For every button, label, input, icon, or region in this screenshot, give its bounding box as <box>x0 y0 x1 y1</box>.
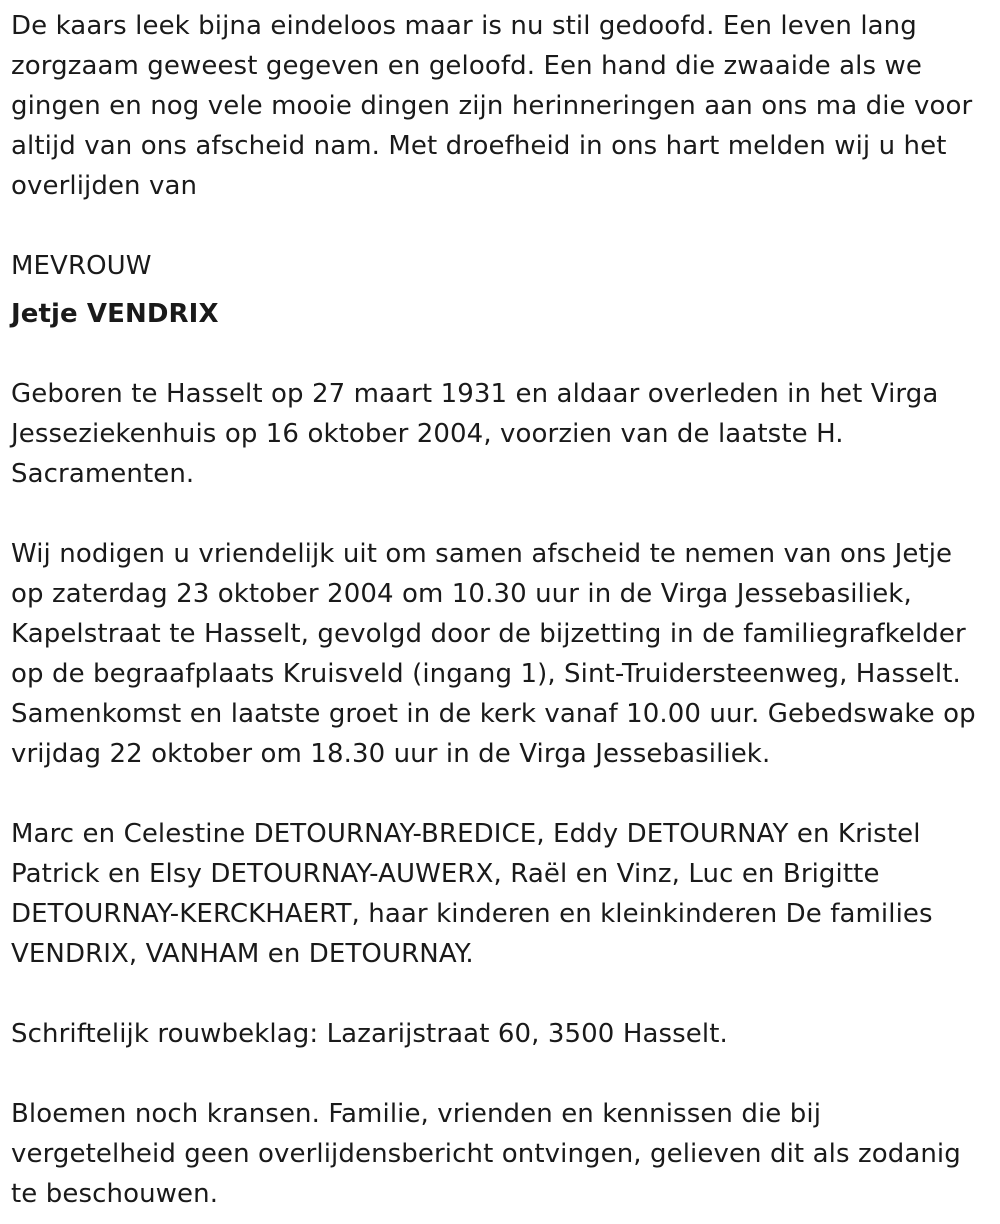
spacer <box>11 1054 991 1094</box>
family-paragraph: Marc en Celestine DETOURNAY-BREDICE, Eddy DETOURNAY en Kristel Patrick en Elsy DETOURNAY-AUWERX, Raël en Vinz, Luc en Brigitte DETOURNAY-KERCKHAERT, haar kinderen en kleinkinderen De families VENDRIX, VANHAM en DETOURNAY. <box>11 819 933 969</box>
birth-death-paragraph: Geboren te Hasselt op 27 maart 1931 en aldaar overleden in het Virga Jesseziekenhuis op 16 oktober 2004, voorzien van de laatste H. Sacramenten. <box>11 379 939 489</box>
invitation-paragraph: Wij nodigen u vriendelijk uit om samen afscheid te nemen van ons Jetje op zaterdag 23 oktober 2004 om 10.30 uur in de Virga Jessebasiliek, Kapelstraat te Hasselt, gevolgd door de bijzetting in de familiegrafkelder op de begraafplaats Kruisveld (ingang 1), Sint-Truidersteenweg, Hasselt. Samenkomst en laatste groet in de kerk vanaf 10.00 uur. Gebedswake op vrijdag 22 oktober om 18.30 uur in de Virga Jessebasiliek. <box>11 539 976 769</box>
spacer <box>11 774 991 814</box>
spacer <box>11 206 991 246</box>
closing-paragraph: Bloemen noch kransen. Familie, vrienden en kennissen die bij vergetelheid geen overlijdensbericht ontvingen, gelieven dit als zodanig te beschouwen. <box>11 1099 961 1209</box>
deceased-name: Jetje VENDRIX <box>11 299 219 329</box>
spacer <box>11 974 991 1014</box>
spacer <box>11 494 991 534</box>
condolence-address: Schriftelijk rouwbeklag: Lazarijstraat 60, 3500 Hasselt. <box>11 1019 728 1049</box>
honorific: MEVROUW <box>11 251 152 281</box>
spacer <box>11 334 991 374</box>
intro-paragraph: De kaars leek bijna eindeloos maar is nu stil gedoofd. Een leven lang zorgzaam geweest gegeven en geloofd. Een hand die zwaaide als we gingen en nog vele mooie dingen zijn herinneringen aan ons ma die voor altijd van ons afscheid nam. Met droefheid in ons hart melden wij u het overlijden van <box>11 11 973 201</box>
death-notice <box>11 6 991 1214</box>
